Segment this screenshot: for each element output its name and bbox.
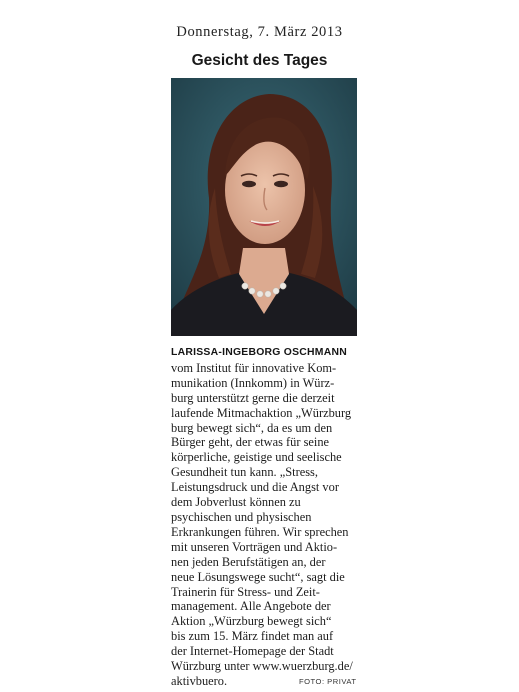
text-line: Erkrankungen führen. Wir sprechen (171, 524, 349, 539)
portrait-image (171, 78, 357, 336)
text-line: psychischen und physischen (171, 509, 312, 524)
text-line: nen jeden Berufstätigen an, der (171, 554, 326, 569)
text-line: Bürger geht, der etwas für seine (171, 435, 330, 450)
text-line: Würzburg unter www.wuerzburg.de/ (171, 659, 353, 674)
text-line: Aktion „Würzburg bewegt sich“ (171, 614, 332, 629)
text-line: dem Jobverlust können zu (171, 495, 301, 510)
last-row (171, 674, 371, 689)
text-line: mit unseren Vorträgen und Aktio- (171, 539, 338, 554)
text-line: neue Lösungswege sucht“, sagt die (171, 569, 345, 584)
text-line: laufende Mitmachaktion „Würzburg (171, 405, 352, 420)
person-name: LARISSA-INGEBORG OSCHMANN (171, 347, 347, 358)
text-line: management. Alle Angebote der (171, 599, 331, 614)
dateline: Donnerstag, 7. März 2013 (176, 24, 343, 40)
text-line: Leistungsdruck und die Angst vor (171, 480, 339, 495)
portrait-photo (171, 78, 357, 336)
headline: Gesicht des Tages (191, 52, 328, 69)
text-line: aktivbuero. (171, 673, 228, 688)
text-line: burg bewegt sich“, da es um den (171, 420, 333, 435)
article-body (171, 346, 371, 689)
text-line: bis zum 15. März findet man auf (171, 629, 334, 644)
text-line: Gesundheit tun kann. „Stress, (171, 465, 318, 480)
text-line: burg unterstützt gerne die derzeit (171, 390, 335, 405)
text-line: Trainerin für Stress- und Zeit- (171, 584, 320, 599)
text-line: der Internet-Homepage der Stadt (171, 644, 334, 659)
text-line: körperliche, geistige und seelische (171, 450, 342, 465)
photo-credit: FOTO: PRIVAT (299, 676, 357, 686)
text-line: vom Institut für innovative Kom- (171, 360, 337, 375)
text-line: munikation (Innkomm) in Würz- (171, 375, 335, 390)
